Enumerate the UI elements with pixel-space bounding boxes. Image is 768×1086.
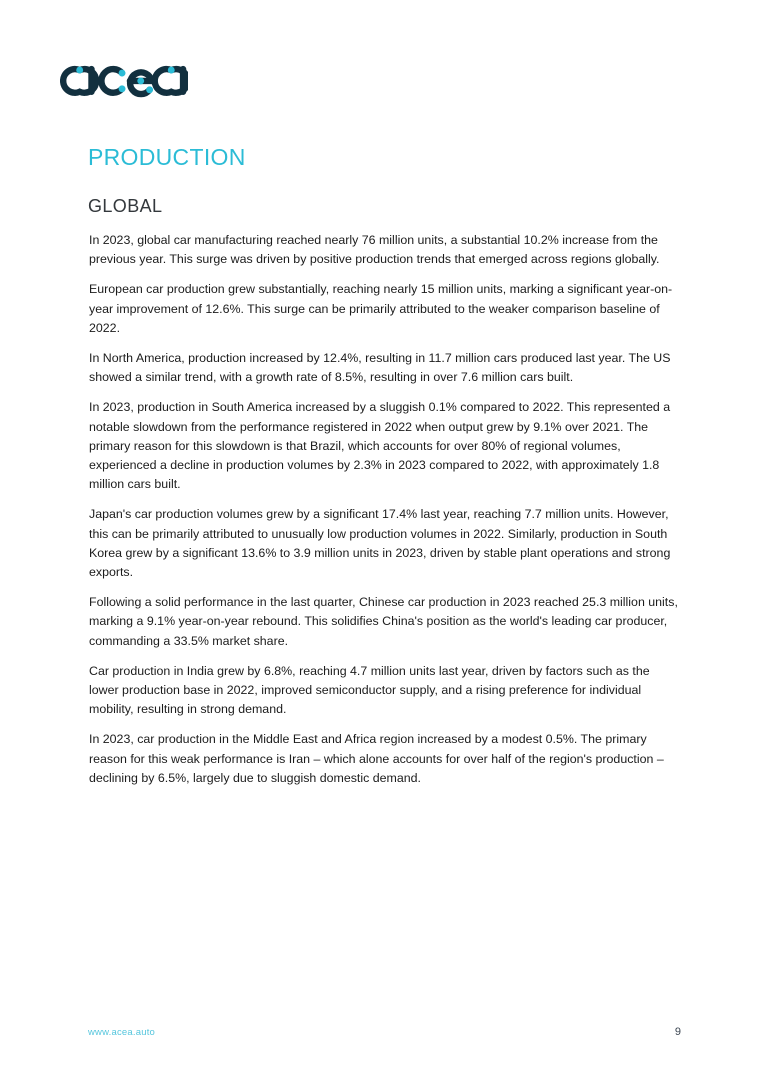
paragraph: European car production grew substantially, reaching nearly 15 million units, marking a significant year-on-year improvement of 12.6%. This surge can be primarily attributed to the weaker comparison baseline of 2022. <box>89 282 673 335</box>
paragraph: In 2023, car production in the Middle East and Africa region increased by a modest 0.5%. The primary reason for this weak performance is Iran – which alone accounts for over half of the region's production – declining by 6.5%, largely due to sluggish domestic demand. <box>89 732 664 785</box>
page-title: PRODUCTION <box>88 144 246 170</box>
acea-logo <box>60 48 260 110</box>
paragraph: Car production in India grew by 6.8%, reaching 4.7 million units last year, driven by factors such as the lower production base in 2022, improved semiconductor supply, and a rising preference for individual mobility, resulting in strong demand. <box>89 663 650 717</box>
paragraph: In North America, production increased by 12.4%, resulting in 11.7 million cars produced last year. The US showed a similar trend, with a growth rate of 8.5%, resulting in over 7.6 million cars built. <box>89 351 671 385</box>
page-number: 9 <box>674 1026 681 1038</box>
paragraph: In 2023, production in South America increased by a sluggish 0.1% compared to 2022. This represented a notable slowdown from the performance registered in 2022 when output grew by 9.1% over 2021. The primary reason for this slowdown is that Brazil, which accounts for over 80% of regional volumes, experienced a decline in production volumes by 2.3% in 2023 compared to 2022, with approximately 1.8 million cars built. <box>89 400 671 492</box>
paragraph: Following a solid performance in the last quarter, Chinese car production in 2023 reached 25.3 million units, marking a 9.1% year-on-year rebound. This solidifies China's position as the world's leading car producer, commanding a 33.5% market share. <box>89 595 678 648</box>
paragraph: In 2023, global car manufacturing reached nearly 76 million units, a substantial 10.2% increase from the previous year. This surge was driven by positive production trends that emerged across regions globally. <box>89 233 660 267</box>
footer-website-link[interactable]: www.acea.auto <box>88 1027 156 1038</box>
acea-logo-icon <box>60 48 188 104</box>
body-text <box>89 231 681 788</box>
section-subtitle: GLOBAL <box>88 196 163 216</box>
paragraph: Japan's car production volumes grew by a significant 17.4% last year, reaching 7.7 million units. However, this can be primarily attributed to unusually low production volumes in 2022. Similarly, production in South Korea grew by a significant 13.6% to 3.9 million units in 2023, driven by stable plant operations and strong exports. <box>89 507 671 580</box>
